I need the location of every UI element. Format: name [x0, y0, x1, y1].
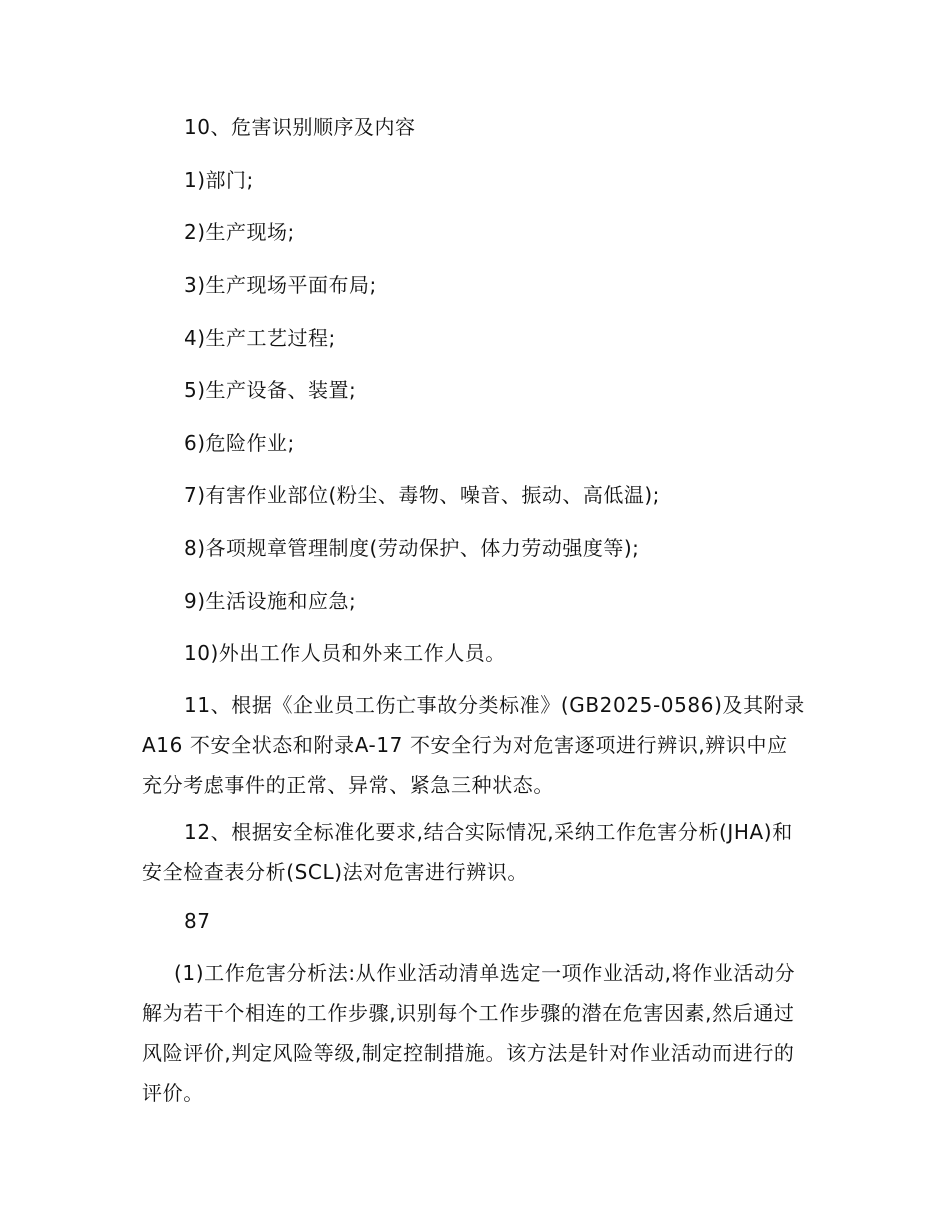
page-number: 87: [184, 909, 211, 933]
list-item-9: 9)生活设施和应急;: [184, 589, 357, 613]
list-item-6: 6)危险作业;: [184, 431, 295, 455]
section-heading-10: 10、危害识别顺序及内容: [184, 115, 416, 139]
paragraph-11: 11、根据《企业员工伤亡事故分类标准》(GB2025-0586)及其附录A16 不安全状态和附录A-17 不安全行为对危害逐项进行辨识,辨识中应充分考虑事件的正常、异常、紧急三种状态。: [142, 693, 805, 797]
list-item-4: 4)生产工艺过程;: [184, 326, 336, 350]
list-item-3: 3)生产现场平面布局;: [184, 273, 377, 297]
list-item-5: 5)生产设备、装置;: [184, 378, 357, 402]
list-item-8: 8)各项规章管理制度(劳动保护、体力劳动强度等);: [184, 536, 640, 560]
list-item-7: 7)有害作业部位(粉尘、毒物、噪音、振动、高低温);: [184, 483, 660, 507]
paragraph-12: 12、根据安全标准化要求,结合实际情况,采纳工作危害分析(JHA)和安全检查表分析(SCL)法对危害进行辨识。: [142, 820, 793, 884]
paragraph-jha-method: (1)工作危害分析法:从作业活动清单选定一项作业活动,将作业活动分解为若干个相连的工作步骤,识别每个工作步骤的潜在危害因素,然后通过风险评价,判定风险等级,制定控制措施。该方法是针对作业活动而进行的评价。: [142, 961, 796, 1105]
list-item-1: 1)部门;: [184, 168, 254, 192]
list-item-2: 2)生产现场;: [184, 220, 295, 244]
list-item-10: 10)外出工作人员和外来工作人员。: [184, 641, 506, 665]
